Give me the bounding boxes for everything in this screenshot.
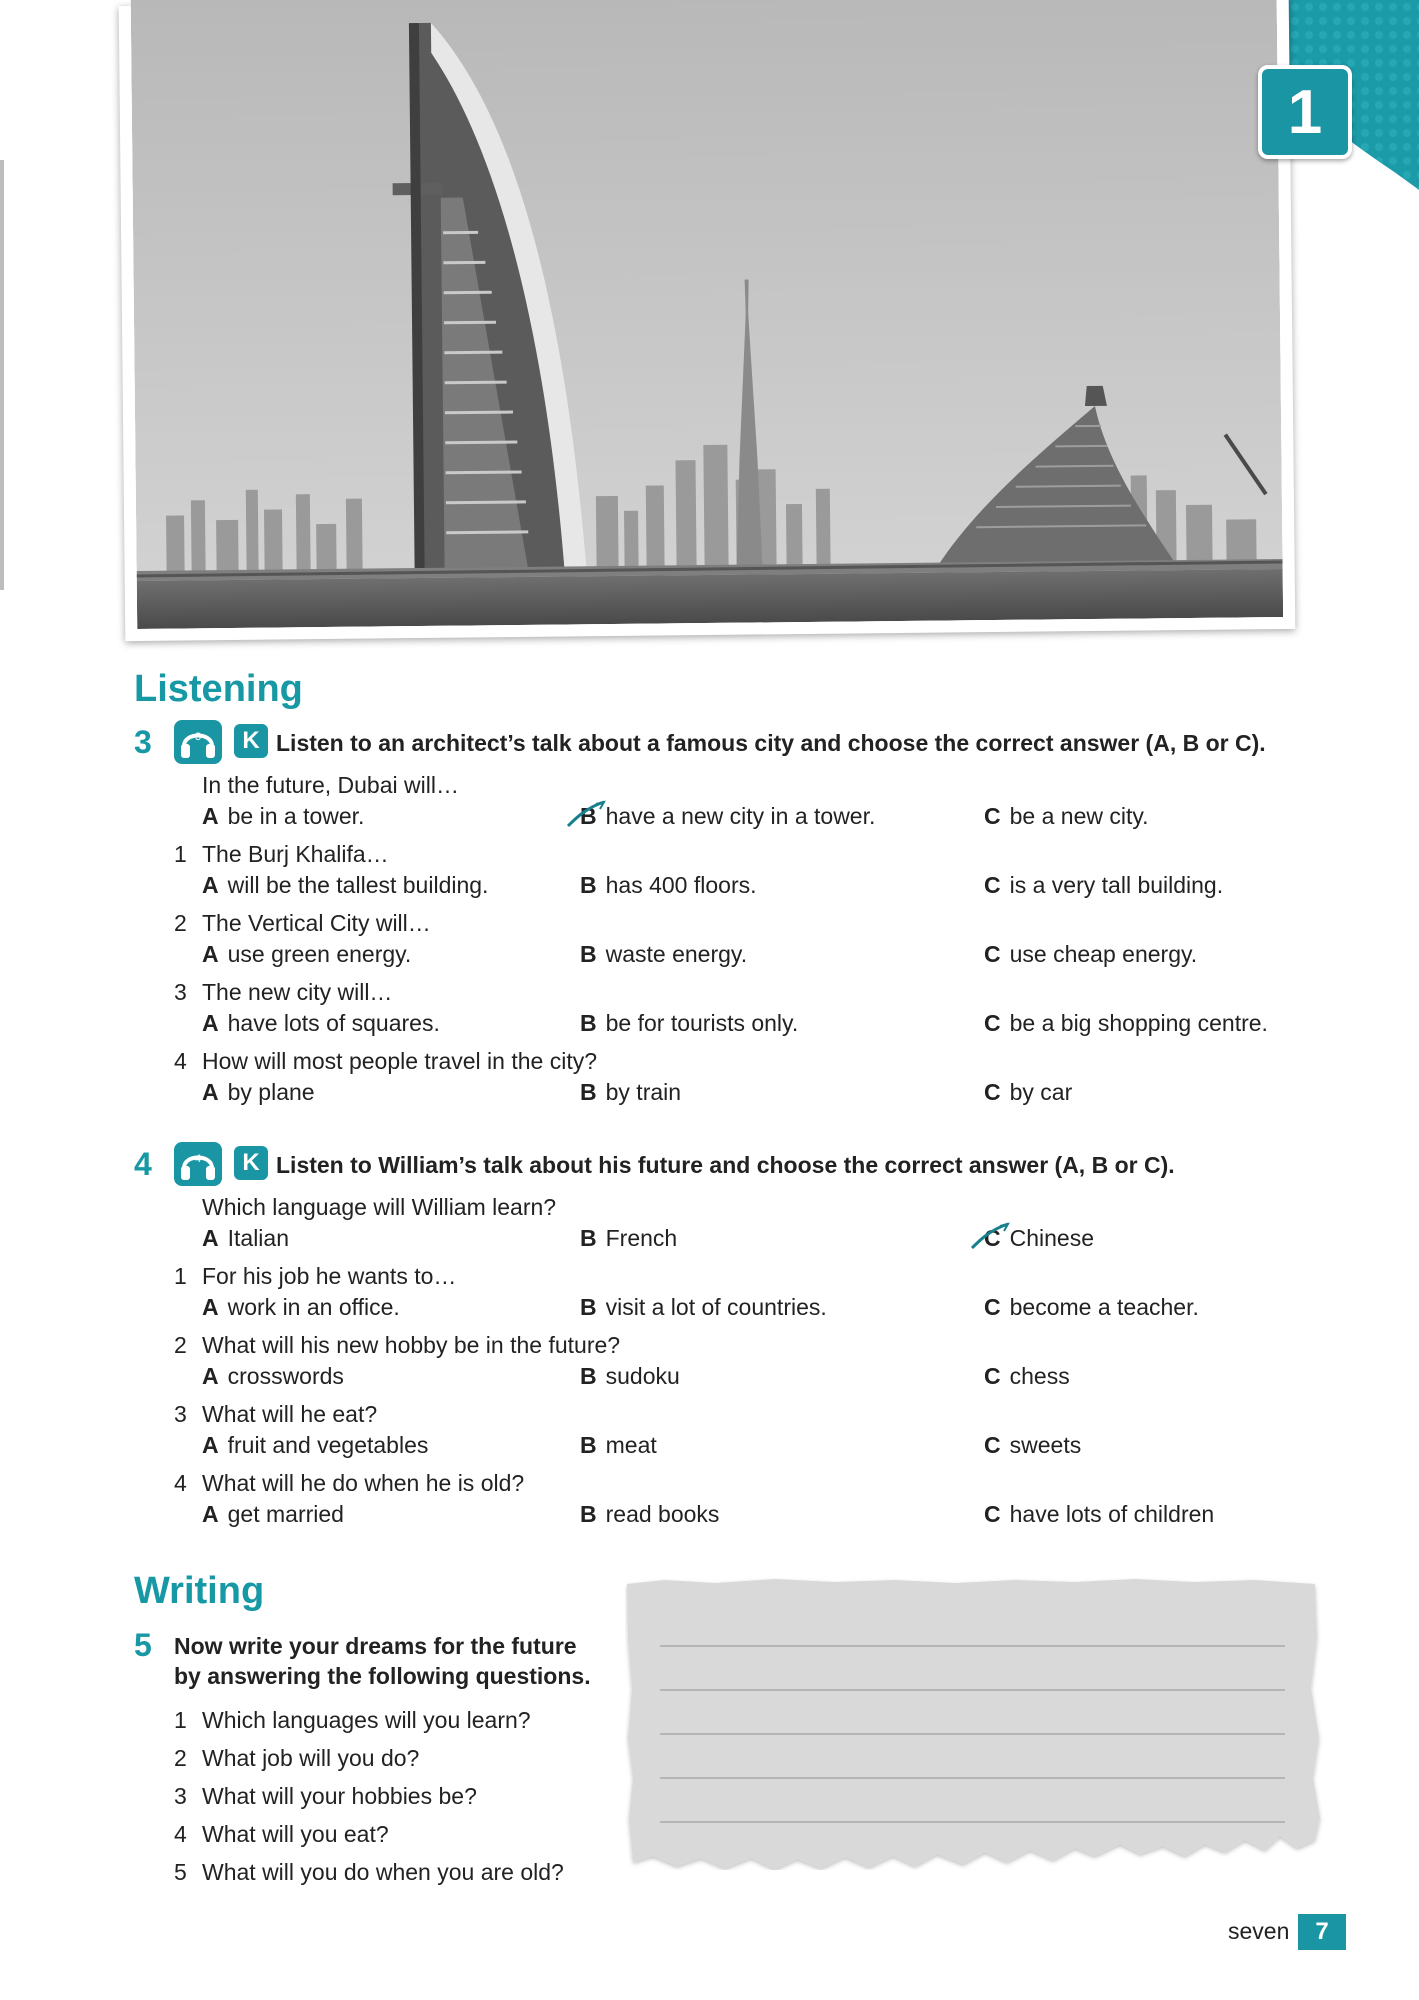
ex3-item-4-stem: How will most people travel in the city? bbox=[202, 1048, 597, 1074]
headphones-icon bbox=[174, 720, 222, 764]
ex4-item-1-stem: For his job he wants to… bbox=[202, 1263, 457, 1289]
ex4-item-1-option-a: A work in an office. bbox=[202, 1294, 400, 1320]
skyline-illustration bbox=[131, 0, 1284, 629]
ex5-question-2-number: 2 bbox=[174, 1745, 187, 1771]
ex4-item-4-option-a: A get married bbox=[202, 1501, 344, 1527]
ex4-example-option-c: C Chinese bbox=[984, 1225, 1095, 1251]
ex3-item-4-option-c: C by car bbox=[984, 1079, 1073, 1105]
ex3-item-2-option-a: A use green energy. bbox=[202, 941, 412, 967]
ex4-item-2-option-b: B sudoku bbox=[580, 1363, 680, 1389]
ex5-question-5-number: 5 bbox=[174, 1859, 187, 1885]
ex5-question-3: What will your hobbies be? bbox=[202, 1783, 477, 1809]
exercise-4-number: 4 bbox=[134, 1146, 152, 1182]
k-badge-icon: K bbox=[234, 1146, 268, 1180]
writing-heading: Writing bbox=[134, 1570, 265, 1612]
ex4-item-4-option-c: C have lots of children bbox=[984, 1501, 1215, 1527]
ex4-item-1-option-c: C become a teacher. bbox=[984, 1294, 1199, 1320]
ex4-item-3-option-c: C sweets bbox=[984, 1432, 1082, 1458]
ex4-item-2-option-a: A crosswords bbox=[202, 1363, 344, 1389]
ex4-item-3-stem: What will he eat? bbox=[202, 1401, 378, 1427]
ex5-question-2: What job will you do? bbox=[202, 1745, 420, 1771]
ex3-example-option-c: C be a new city. bbox=[984, 803, 1149, 829]
ex5-question-3-number: 3 bbox=[174, 1783, 187, 1809]
ex3-example-option-a: A be in a tower. bbox=[202, 803, 365, 829]
exercise-5-number: 5 bbox=[134, 1627, 152, 1663]
ex4-item-1-number: 1 bbox=[174, 1263, 187, 1289]
headphones-icon bbox=[174, 1142, 222, 1186]
ex3-item-2-stem: The Vertical City will… bbox=[202, 910, 431, 936]
photo-frame bbox=[119, 0, 1296, 641]
ex4-item-1-option-b: B visit a lot of countries. bbox=[580, 1294, 827, 1320]
exercise-3-number: 3 bbox=[134, 724, 152, 760]
exercise-5-instruction-line-1: Now write your dreams for the future bbox=[174, 1633, 577, 1659]
writing-answer-area[interactable] bbox=[625, 1578, 1325, 1870]
listening-heading: Listening bbox=[134, 668, 303, 710]
ex4-item-2-number: 2 bbox=[174, 1332, 187, 1358]
ex3-example-option-b: B have a new city in a tower. bbox=[580, 803, 876, 829]
ex3-item-1-option-c: C is a very tall building. bbox=[984, 872, 1224, 898]
ex3-item-4-option-a: A by plane bbox=[202, 1079, 315, 1105]
ex4-item-2-option-c: C chess bbox=[984, 1363, 1070, 1389]
ex3-item-2-option-c: C use cheap energy. bbox=[984, 941, 1198, 967]
ex5-question-1: Which languages will you learn? bbox=[202, 1707, 531, 1733]
ex4-item-3-number: 3 bbox=[174, 1401, 187, 1427]
unit-number-badge: 1 bbox=[1258, 65, 1352, 159]
ex3-item-3-option-a: A have lots of squares. bbox=[202, 1010, 440, 1036]
track-number: 4 bbox=[194, 1153, 202, 1165]
ex3-item-2-option-b: B waste energy. bbox=[580, 941, 748, 967]
ex5-question-4: What will you eat? bbox=[202, 1821, 389, 1847]
tick-mark-icon bbox=[970, 1222, 1010, 1252]
ex4-item-4-number: 4 bbox=[174, 1470, 187, 1496]
ex3-item-1-option-a: A will be the tallest building. bbox=[202, 872, 489, 898]
left-edge-tab bbox=[0, 160, 4, 590]
ex5-question-1-number: 1 bbox=[174, 1707, 187, 1733]
page-number-badge: 7 bbox=[1298, 1914, 1346, 1950]
ex3-example-stem: In the future, Dubai will… bbox=[202, 772, 459, 798]
ex3-item-3-number: 3 bbox=[174, 979, 187, 1005]
ex4-item-3-option-a: A fruit and vegetables bbox=[202, 1432, 429, 1458]
ex4-item-2-stem: What will his new hobby be in the future? bbox=[202, 1332, 621, 1358]
ex3-item-1-number: 1 bbox=[174, 841, 187, 867]
tick-mark-icon bbox=[566, 800, 606, 830]
exercise-3-instruction: Listen to an architect’s talk about a famous city and choose the correct answer (A, B or C). bbox=[276, 730, 1266, 756]
dubai-skyline-photo bbox=[131, 0, 1284, 629]
ex3-item-1-option-b: B has 400 floors. bbox=[580, 872, 757, 898]
ex3-item-3-stem: The new city will… bbox=[202, 979, 393, 1005]
track-number: 3 bbox=[194, 731, 202, 743]
ex3-item-4-number: 4 bbox=[174, 1048, 187, 1074]
page-number-word: seven bbox=[1228, 1918, 1290, 1944]
ex5-question-4-number: 4 bbox=[174, 1821, 187, 1847]
ex4-item-4-option-b: B read books bbox=[580, 1501, 720, 1527]
ex4-example-option-a: A Italian bbox=[202, 1225, 289, 1251]
ex4-example-stem: Which language will William learn? bbox=[202, 1194, 557, 1220]
k-badge-icon: K bbox=[234, 724, 268, 758]
ex3-item-3-option-b: B be for tourists only. bbox=[580, 1010, 799, 1036]
ex4-item-3-option-b: B meat bbox=[580, 1432, 657, 1458]
exercise-5-instruction-line-2: by answering the following questions. bbox=[174, 1663, 591, 1689]
exercise-4-instruction: Listen to William’s talk about his future and choose the correct answer (A, B or C). bbox=[276, 1152, 1175, 1178]
ex3-item-1-stem: The Burj Khalifa… bbox=[202, 841, 389, 867]
ex3-item-4-option-b: B by train bbox=[580, 1079, 682, 1105]
ex3-item-3-option-c: C be a big shopping centre. bbox=[984, 1010, 1268, 1036]
ex4-item-4-stem: What will he do when he is old? bbox=[202, 1470, 525, 1496]
ex4-example-option-b: B French bbox=[580, 1225, 678, 1251]
ex5-question-5: What will you do when you are old? bbox=[202, 1859, 564, 1885]
ex3-item-2-number: 2 bbox=[174, 910, 187, 936]
